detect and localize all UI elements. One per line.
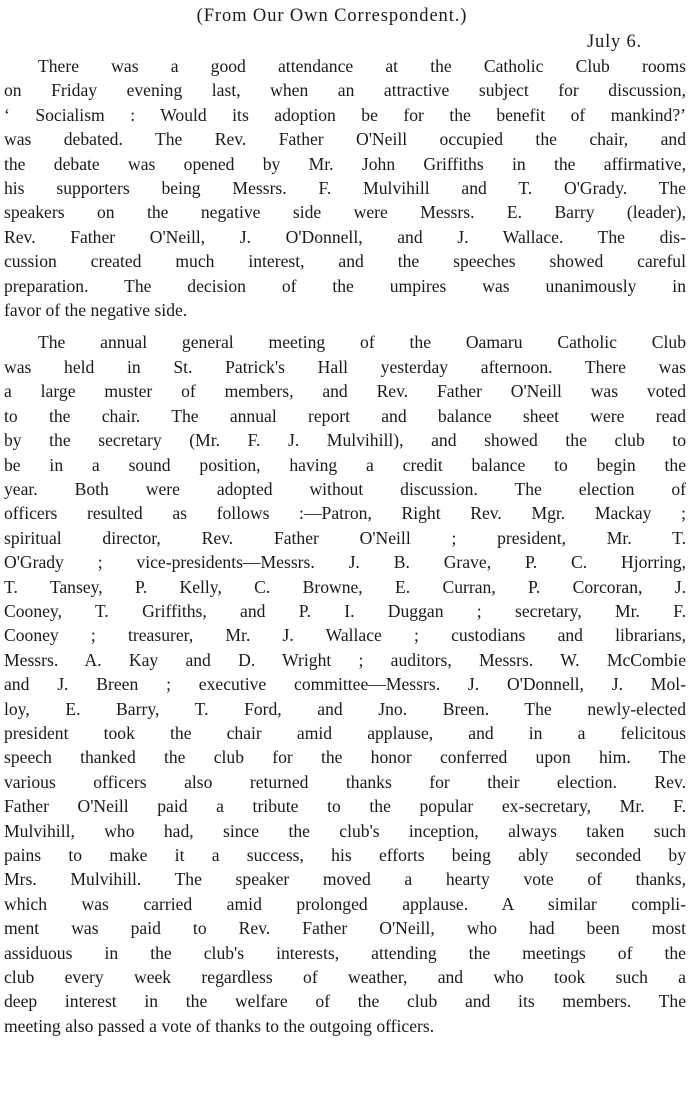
text-line: which was carried amid prolonged applause. A similar compli- <box>4 893 686 914</box>
text-line: speakers on the negative side were Messrs. E. Barry (leader), <box>4 202 686 223</box>
text-line: Cooney, T. Griffiths, and P. I. Duggan ; secretary, Mr. F. <box>4 600 686 621</box>
text-line: loy, E. Barry, T. Ford, and Jno. Breen. The newly-elected <box>4 698 686 719</box>
text-line: Rev. Father O'Neill, J. O'Donnell, and J. Wallace. The dis- <box>4 226 686 247</box>
text-line: various officers also returned thanks for their election. Rev. <box>4 771 686 792</box>
text-line: Messrs. A. Kay and D. Wright ; auditors, Messrs. W. McCombie <box>4 649 686 670</box>
text-line: to the chair. The annual report and balance sheet were read <box>4 405 686 426</box>
text-line: and J. Breen ; executive committee—Messrs. J. O'Donnell, J. Mol- <box>4 674 686 695</box>
text-line: president took the chair amid applause, and in a felicitous <box>4 722 686 743</box>
text-line: speech thanked the club for the honor conferred upon him. The <box>4 747 686 768</box>
paragraph-annual-meeting <box>4 330 686 1038</box>
text-line: Cooney ; treasurer, Mr. J. Wallace ; custodians and librarians, <box>4 625 686 646</box>
text-line: was debated. The Rev. Father O'Neill occupied the chair, and <box>4 129 686 150</box>
text-line: There was a good attendance at the Catholic Club rooms <box>38 56 686 76</box>
text-line: spiritual director, Rev. Father O'Neill ; president, Mr. T. <box>4 527 686 548</box>
dateline: July 6. <box>587 32 642 52</box>
text-line: preparation. The decision of the umpires was unanimously in <box>4 275 686 296</box>
text-line: favor of the negative side. <box>4 300 188 321</box>
text-line: The annual general meeting of the Oamaru Catholic Club <box>38 332 686 353</box>
paragraph-debate <box>4 54 686 322</box>
text-line: deep interest in the welfare of the club and its members. The <box>4 991 686 1012</box>
text-line: assiduous in the club's interests, attending the meetings of the <box>4 942 686 963</box>
text-line: Father O'Neill paid a tribute to the popular ex-secretary, Mr. F. <box>4 796 686 817</box>
text-line: ment was paid to Rev. Father O'Neill, who had been most <box>4 918 686 939</box>
text-line: Mrs. Mulvihill. The speaker moved a hearty vote of thanks, <box>4 869 686 890</box>
text-line: on Friday evening last, when an attractive subject for discussion, <box>4 80 686 101</box>
text-line: be in a sound position, having a credit balance to begin the <box>4 454 686 475</box>
text-line: Mulvihill, who had, since the club's inception, always taken such <box>4 820 686 841</box>
newspaper-column <box>4 0 686 1118</box>
text-line: club every week regardless of weather, and who took such a <box>4 967 686 988</box>
text-line: T. Tansey, P. Kelly, C. Browne, E. Curran, P. Corcoran, J. <box>4 576 686 597</box>
text-line: by the secretary (Mr. F. J. Mulvihill), and showed the club to <box>4 430 686 451</box>
text-line: pains to make it a success, his efforts being ably seconded by <box>4 845 686 865</box>
text-line: officers resulted as follows :—Patron, Right Rev. Mgr. Mackay ; <box>4 503 686 524</box>
byline: (From Our Own Correspondent.) <box>196 6 468 26</box>
text-line: year. Both were adopted without discussion. The election of <box>4 478 686 499</box>
text-line: meeting also passed a vote of thanks to the outgoing officers. <box>4 1015 435 1036</box>
text-line: ‘ Socialism : Would its adoption be for the benefit of mankind?’ <box>4 104 686 125</box>
page-bottom-edge <box>4 1112 686 1118</box>
text-line: a large muster of members, and Rev. Father O'Neill was voted <box>4 381 686 402</box>
text-line: cussion created much interest, and the speeches showed careful <box>4 251 686 272</box>
text-line: his supporters being Messrs. F. Mulvihill and T. O'Grady. The <box>4 178 686 199</box>
text-line: O'Grady ; vice-presidents—Messrs. J. B. Grave, P. C. Hjorring, <box>4 552 686 573</box>
text-line: the debate was opened by Mr. John Griffiths in the affirmative, <box>4 153 686 174</box>
text-line: was held in St. Patrick's Hall yesterday afternoon. There was <box>4 356 686 377</box>
